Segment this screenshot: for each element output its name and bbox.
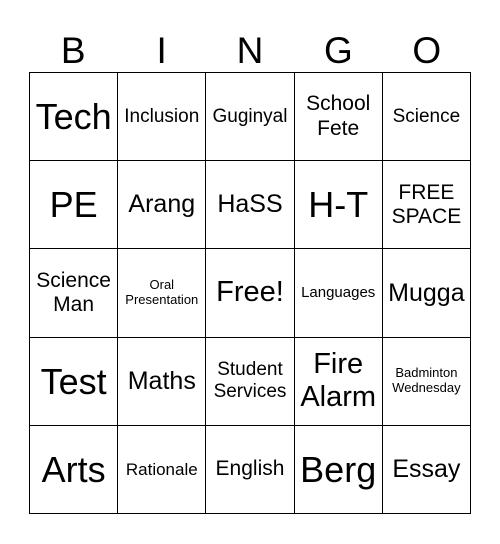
bingo-cell[interactable]: Guginyal xyxy=(206,73,294,161)
bingo-cell[interactable]: Maths xyxy=(118,338,206,426)
header-letter-n: N xyxy=(236,29,264,71)
bingo-cell[interactable]: School Fete xyxy=(295,73,383,161)
header-letter-g: G xyxy=(324,29,353,71)
bingo-cell[interactable]: Languages xyxy=(295,249,383,337)
bingo-cell[interactable]: Berg xyxy=(295,426,383,514)
bingo-cell[interactable]: Student Services xyxy=(206,338,294,426)
bingo-cell[interactable]: FREE SPACE xyxy=(383,161,471,249)
bingo-cell[interactable]: Fire Alarm xyxy=(295,338,383,426)
bingo-cell[interactable]: Science xyxy=(383,73,471,161)
bingo-cell[interactable]: Badminton Wednesday xyxy=(383,338,471,426)
bingo-cell[interactable]: Test xyxy=(30,338,118,426)
header-letter-i: I xyxy=(156,29,167,71)
bingo-cell[interactable]: Oral Presentation xyxy=(118,249,206,337)
bingo-cell[interactable]: PE xyxy=(30,161,118,249)
bingo-cell[interactable]: Essay xyxy=(383,426,471,514)
bingo-cell[interactable]: H-T xyxy=(295,161,383,249)
bingo-cell[interactable]: Free! xyxy=(206,249,294,337)
header-letter-b: B xyxy=(60,29,86,71)
bingo-board xyxy=(29,72,471,514)
bingo-cell[interactable]: Inclusion xyxy=(118,73,206,161)
bingo-cell[interactable]: Arang xyxy=(118,161,206,249)
bingo-cell[interactable]: Arts xyxy=(30,426,118,514)
bingo-header xyxy=(29,28,471,72)
header-letter-o: O xyxy=(412,29,442,71)
bingo-cell[interactable]: Tech xyxy=(30,73,118,161)
bingo-cell[interactable]: English xyxy=(206,426,294,514)
bingo-cell[interactable]: Science Man xyxy=(30,249,118,337)
bingo-cell[interactable]: HaSS xyxy=(206,161,294,249)
bingo-cell[interactable]: Rationale xyxy=(118,426,206,514)
bingo-cell[interactable]: Mugga xyxy=(383,249,471,337)
